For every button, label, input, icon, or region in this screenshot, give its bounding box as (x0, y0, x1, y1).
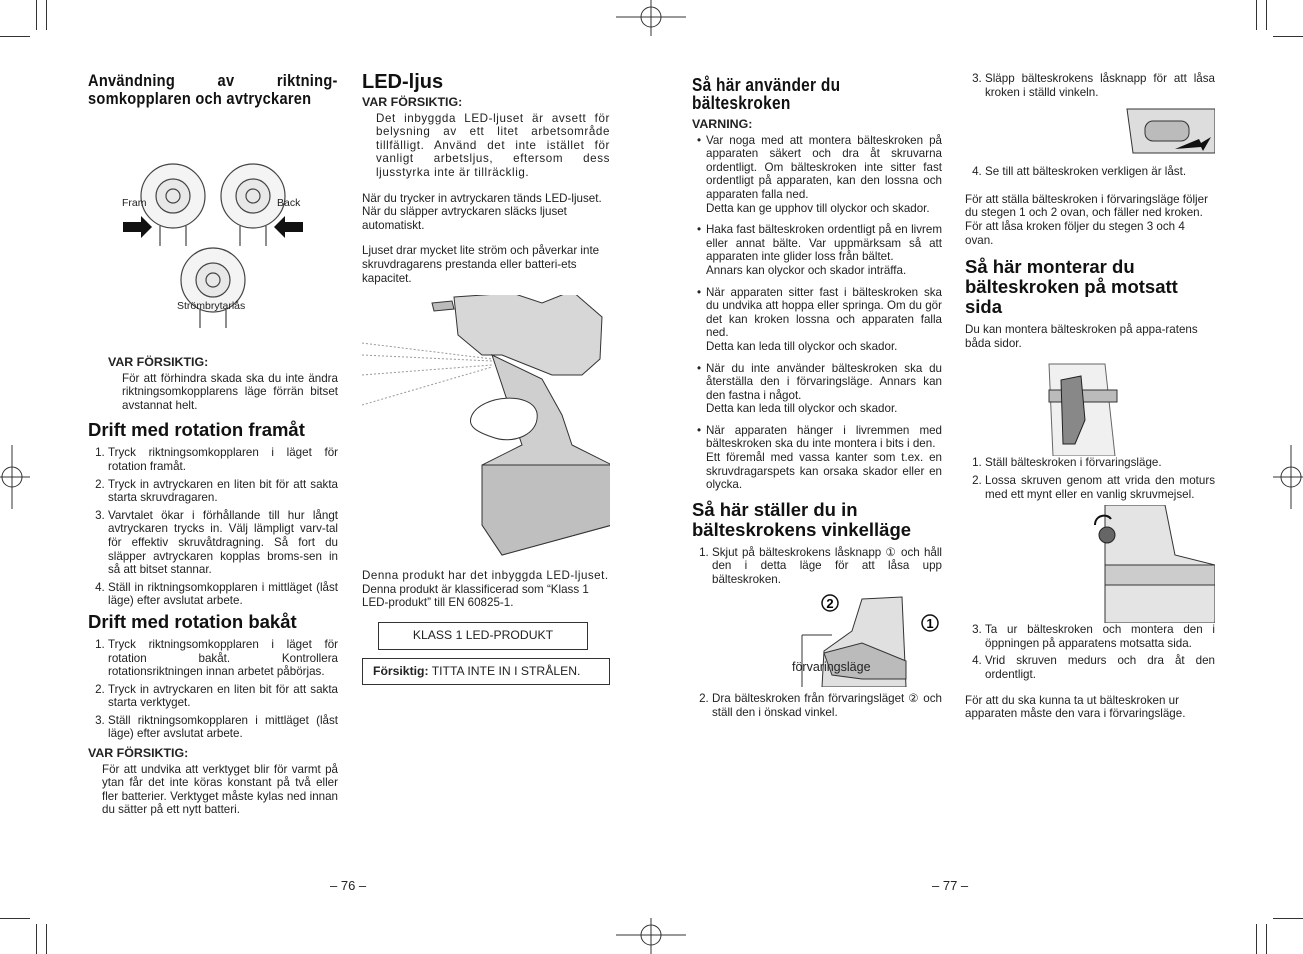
heading-led: LED-ljus (362, 71, 444, 93)
label-storage: förvaringsläge (792, 659, 871, 674)
lock-steps (965, 72, 1215, 99)
heading-forward: Drift med rotation framåt (88, 419, 305, 441)
label-back: Back (277, 197, 301, 209)
led-class-box (378, 622, 588, 650)
lock-figure (965, 103, 1215, 159)
caution2-text: För att undvika att verktyget blir för varmt på ytan får det inte köras konstant på två eller fler batterier. Verktyget måste kylas ned innan du sätter på ett nytt batteri. (102, 762, 338, 817)
list-item: • Haka fast bälteskroken ordentligt på en livrem eller annat bälte. Var uppmärksam så att apparaten inte glider loss från bältet. Annars kan olyckor och skador inträffa. (706, 223, 942, 277)
heading-mount: Så här monterar du bälteskroken på motsatt sida (965, 256, 1178, 318)
drill-led-figure (362, 295, 610, 565)
led-caution-title: VAR FÖRSIKTIG: (362, 95, 463, 109)
page-number-77: – 77 – (932, 878, 969, 893)
arrow-left-icon (274, 216, 303, 238)
belt-wear-figure (965, 360, 1215, 456)
led-p4: Denna produkt är klassificerad som “Klass 1 LED-produkt” till EN 60825-1. (362, 582, 589, 610)
led-caution-text: Det inbyggda LED-ljuset är avsett för belysning av ett litet arbetsområde tillfälligt. Använd det inte istället för vanligt arbetsljus, eftersom dess ljusstyrka inte är tillräcklig. (376, 111, 610, 179)
caution-box-text: TITTA INTE IN I STRÅLEN. (428, 663, 581, 678)
registration-mark-bottom (616, 918, 686, 954)
led-class-text: KLASS 1 LED-PRODUKT (412, 627, 554, 642)
list-item: 3. Släpp bälteskrokens låsknapp för att låsa kroken i ställd vinkeln. (985, 72, 1215, 99)
list-item: 3. Ta ur bälteskroken och montera den i öppningen på apparatens motsatta sida. (985, 623, 1215, 650)
heading-belt-use: Så här använder du bälteskroken (692, 75, 841, 113)
heading-switch: Användning av riktningsomkopplaren och avtryckaren (88, 71, 338, 108)
reverse-steps (88, 638, 338, 741)
storage-text: För att ställa bälteskroken i förvaringsläge följer du stegen 1 och 2 ovan, och fäller ned kroken. (965, 192, 1208, 220)
list-item: 1. Tryck riktningsomkopplaren i läget för rotation bakåt. Kontrollera rotationsriktningen innan arbetet påbörjas. (108, 638, 338, 679)
warning-title: VARNING: (692, 117, 753, 131)
caution2-title: VAR FÖRSIKTIG: (88, 746, 189, 761)
list-item: • Var noga med att montera bälteskroken på apparaten säkert och dra åt skruvarna ordentligt. Om bälteskroken inte sitter fast ordentligt på apparaten, kan den lossna och apparaten falla ned. Detta kan ge upphov till olyckor och skador. (706, 134, 942, 216)
list-item: 2. Tryck in avtryckaren en liten bit för att sakta starta verktyget. (108, 683, 338, 710)
final-text: För att du ska kunna ta ut bälteskroken ur apparaten måste den vara i förvaringsläge. (965, 693, 1186, 721)
column-mount (965, 72, 1215, 731)
led-p3: Denna produkt har det inbyggda LED-ljuset. (362, 569, 609, 583)
list-item: 3. Varvtalet ökar i förhållande till hur långt avtryckaren trycks in. Välj lämpligt varv-tal för effektiv skruvåtdragning. Så fort du släpper avtryckaren kopplas broms-sen in så att bitset stannar. (108, 509, 338, 577)
arrow-right-icon (123, 216, 152, 238)
lock-steps-4 (965, 165, 1215, 179)
list-item: 2. Tryck in avtryckaren en liten bit för att sakta starta skruvdragaren. (108, 478, 338, 505)
list-item: 4. Ställ in riktningsomkopplaren i mittläget (låst läge) efter avslutat arbete. (108, 581, 338, 608)
list-item: • När apparaten sitter fast i bälteskroken ska du undvika att hoppa eller springa. Om du gör det kan kroken lossna och apparaten falla ned. Detta kan leda till olyckor och skador. (706, 286, 942, 354)
list-item: • När du inte använder bälteskroken ska du återställa den i förvaringsläge. Annars kan den fastna i något. Detta kan leda till olyckor och skador. (706, 362, 942, 416)
list-item: 1. Ställ bälteskroken i förvaringsläge. (985, 456, 1215, 470)
mount-intro: Du kan montera bälteskroken på appa-ratens båda sidor. (965, 323, 1198, 350)
caution-bold: Försiktig: (373, 663, 429, 678)
angle-steps-1 (692, 546, 942, 587)
label-fram: Fram (122, 197, 147, 209)
list-item: 4. Vrid skruven medurs och dra åt den ordentligt. (985, 654, 1215, 681)
registration-mark-left (0, 445, 30, 509)
column-switch (88, 72, 338, 817)
column-led (362, 72, 610, 685)
angle-steps-2 (692, 692, 942, 719)
warning-list (692, 134, 942, 492)
heading-reverse: Drift med rotation bakåt (88, 610, 297, 632)
list-item: • När apparaten hänger i livremmen med bälteskroken ska du inte montera i bits i den. Ett föremål med vassa kanter som t.ex. en skruvdragarspets kan orsaka skador eller en olycka. (706, 424, 942, 492)
registration-mark-right (1273, 445, 1303, 509)
callout-1: 1 (926, 615, 934, 631)
list-item: 1. Tryck riktningsomkopplaren i läget för rotation framåt. (108, 446, 338, 473)
list-item: 2. Lossa skruven genom att vrida den moturs med ett mynt eller en vanlig skruvmejsel. (985, 474, 1215, 501)
callout-2: 2 (826, 595, 834, 611)
screw-figure (965, 505, 1215, 623)
label-switch-lock: Strömbrytarlås (177, 300, 246, 312)
forward-steps (88, 446, 338, 608)
list-item: 2. Dra bälteskroken från förvaringsläget ② och ställ den i önskad vinkel. (712, 692, 942, 719)
list-item: 4. Se till att bälteskroken verkligen är låst. (985, 165, 1215, 179)
lock-text: För att låsa kroken följer du stegen 3 och 4 ovan. (965, 219, 1185, 247)
caution1-title: VAR FÖRSIKTIG: (108, 355, 209, 369)
list-item: 3. Ställ riktningsomkopplaren i mittläget (låst läge) efter avslutat arbete. (108, 714, 338, 741)
caution1-text: För att förhindra skada ska du inte ändra riktningsomkopplarens läge förrän bitset avstannat helt. (122, 371, 338, 412)
list-item: 1. Skjut på bälteskrokens låsknapp ① och håll den i detta läge för att låsa upp bälteskroken. (712, 546, 942, 587)
mount-steps-2 (965, 623, 1215, 681)
heading-angle: Så här ställer du in bälteskrokens vinkelläge (692, 498, 912, 540)
registration-mark-top (616, 0, 686, 36)
led-p2: Ljuset drar mycket lite ström och påverkar inte skruvdragarens prestanda eller batteri-ets kapacitet. (362, 244, 600, 285)
column-belt (692, 72, 942, 723)
page-number-76: – 76 – (330, 878, 367, 893)
led-p1: När du trycker in avtryckaren tänds LED-ljuset. När du släpper avtryckaren släcks ljuset automatiskt. (362, 191, 602, 232)
mount-steps (965, 456, 1215, 501)
caution-box (362, 658, 610, 686)
